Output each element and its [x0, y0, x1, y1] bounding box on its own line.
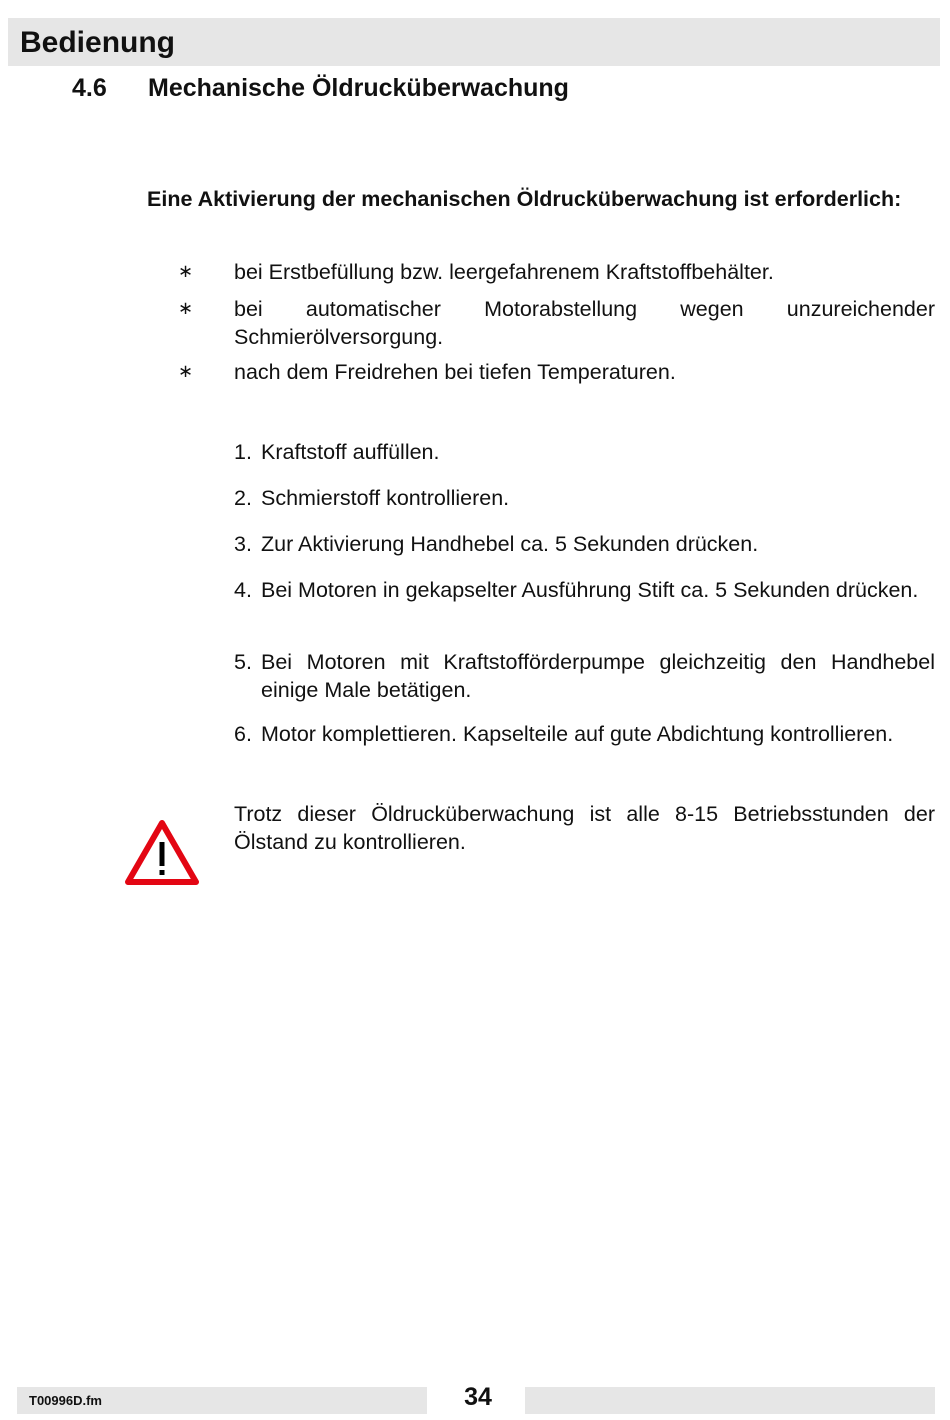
bullet-text: nach dem Freidrehen bei tiefen Temperaturen.: [234, 360, 676, 384]
intro-paragraph: Eine Aktivierung der mechanischen Öldrucküberwachung ist erforderlich:: [147, 187, 902, 211]
step-number: 1.: [234, 440, 252, 464]
footer-file-name: T00996D.fm: [29, 1393, 102, 1408]
asterisk-icon: ∗: [178, 361, 194, 381]
page-number: 34: [464, 1383, 492, 1411]
warning-text: Trotz dieser Öldrucküberwachung ist alle 8-15 Betriebsstunden der Ölstand zu kontrollieren.: [234, 802, 935, 854]
step-text: Schmierstoff kontrollieren.: [261, 486, 510, 510]
footer-right-bar: [525, 1387, 935, 1414]
step-text: Kraftstoff auffüllen.: [261, 440, 440, 464]
bullet-text: bei automatischer Motorabstellung wegen unzureichender Schmierölversorgung.: [234, 297, 935, 349]
step-text: Motor komplettieren. Kapselteile auf gute Abdichtung kontrollieren.: [261, 722, 894, 746]
footer-left-bar: [17, 1387, 427, 1414]
step-number: 2.: [234, 486, 252, 510]
header-title: Bedienung: [20, 26, 175, 59]
step-number: 5.: [234, 650, 252, 674]
asterisk-icon: ∗: [178, 261, 194, 281]
step-text: Bei Motoren mit Kraftstofförderpumpe gleichzeitig den Handhebel einige Male betätigen.: [261, 650, 935, 702]
step-number: 6.: [234, 722, 252, 746]
section-number: 4.6: [72, 74, 107, 102]
warning-triangle-icon: [125, 820, 199, 886]
step-text: Bei Motoren in gekapselter Ausführung Stift ca. 5 Sekunden drücken.: [261, 578, 919, 602]
step-text: Zur Aktivierung Handhebel ca. 5 Sekunden drücken.: [261, 532, 759, 556]
bullet-text: bei Erstbefüllung bzw. leergefahrenem Kraftstoffbehälter.: [234, 260, 774, 284]
step-number: 3.: [234, 532, 252, 556]
step-number: 4.: [234, 578, 252, 602]
asterisk-icon: ∗: [178, 298, 194, 318]
page-header: [8, 18, 940, 66]
section-title: Mechanische Öldrucküberwachung: [148, 74, 569, 102]
